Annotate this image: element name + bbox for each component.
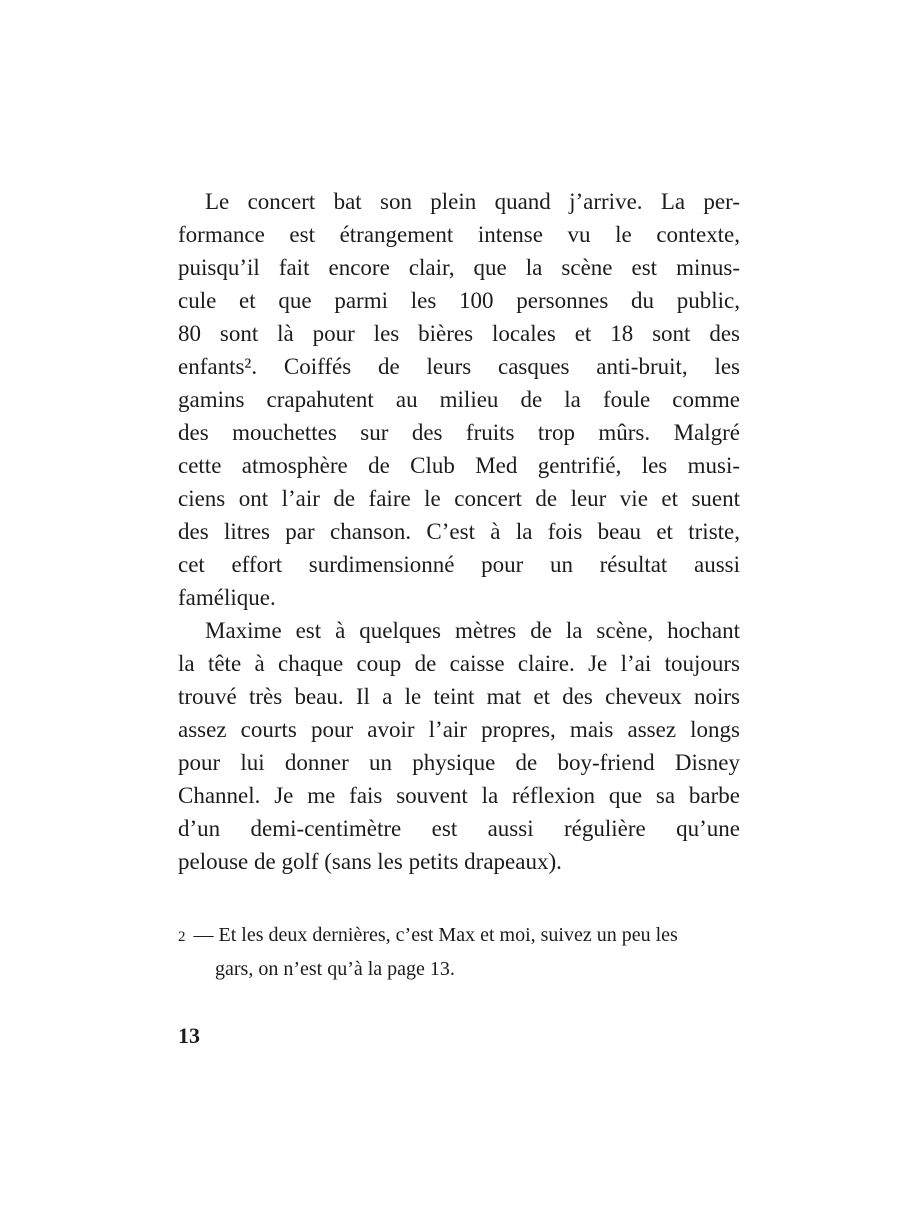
text-line: Channel. Je me fais souvent la réflexion que sa barbe xyxy=(178,783,740,808)
text-line: enfants². Coiffés de leurs casques anti-bruit, les xyxy=(178,354,740,379)
footnote-line xyxy=(178,919,740,953)
text-line: cet effort surdimensionné pour un résultat aussi xyxy=(178,552,740,577)
footnote xyxy=(178,919,740,985)
text-line: Le concert bat son plein quand j’arrive. La per- xyxy=(205,189,740,214)
body-text xyxy=(178,185,740,878)
text-line: cule et que parmi les 100 personnes du public, xyxy=(178,288,740,313)
text-line: assez courts pour avoir l’air propres, mais assez longs xyxy=(178,717,740,742)
text-line: trouvé très beau. Il a le teint mat et des cheveux noirs xyxy=(178,684,740,709)
text-line: ciens ont l’air de faire le concert de leur vie et suent xyxy=(178,486,740,511)
text-line: d’un demi-centimètre est aussi régulière qu’une xyxy=(178,816,740,841)
text-line: famélique. xyxy=(178,585,276,610)
text-line: pelouse de golf (sans les petits drapeaux). xyxy=(178,849,562,874)
page-number: 13 xyxy=(178,1023,200,1048)
footnote-line: gars, on n’est qu’à la page 13. xyxy=(215,958,455,980)
text-line: formance est étrangement intense vu le contexte, xyxy=(178,222,740,247)
paragraph xyxy=(178,614,740,878)
text-line: des litres par chanson. C’est à la fois beau et triste, xyxy=(178,519,740,544)
footnote-text: — Et les deux dernières, c’est Max et moi, suivez un peu les xyxy=(193,924,678,946)
paragraph xyxy=(178,185,740,614)
text-line: puisqu’il fait encore clair, que la scène est minus- xyxy=(178,255,740,280)
text-line: Maxime est à quelques mètres de la scène, hochant xyxy=(205,618,740,643)
footnote-marker: 2 xyxy=(178,929,186,945)
text-line: des mouchettes sur des fruits trop mûrs. Malgré xyxy=(178,420,740,445)
text-line: 80 sont là pour les bières locales et 18 sont des xyxy=(178,321,740,346)
text-line: gamins crapahutent au milieu de la foule comme xyxy=(178,387,740,412)
text-line: cette atmosphère de Club Med gentrifié, les musi- xyxy=(178,453,740,478)
text-line: la tête à chaque coup de caisse claire. Je l’ai toujours xyxy=(178,651,740,676)
text-line: pour lui donner un physique de boy-friend Disney xyxy=(178,750,740,775)
